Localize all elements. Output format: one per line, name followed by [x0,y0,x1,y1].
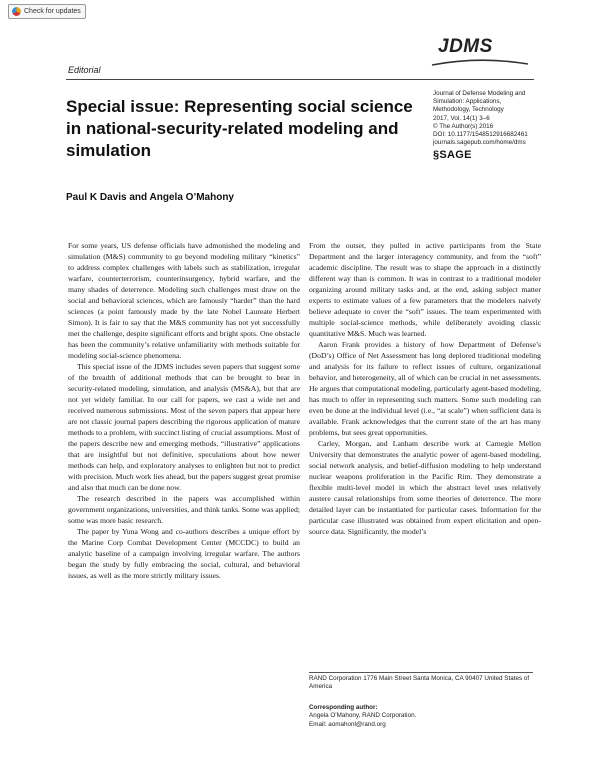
article-title: Special issue: Representing social science in national-security-related modeling and simulation [66,97,413,160]
corresponding-name: Angela O’Mahony, RAND Corporation. [309,712,417,720]
sage-icon: § [433,149,440,161]
body-column-right [309,240,541,537]
journal-url-link[interactable]: journals.sagepub.com/home/dms [433,139,526,147]
journal-logo: JDMS [438,36,493,57]
author-line: Paul K Davis and Angela O’Mahony [66,192,234,203]
corresponding-email-link[interactable]: Email: aomahonl@rand.org [309,720,386,728]
crossmark-icon [12,7,21,16]
body-column-left [68,240,300,581]
header-rule [66,79,534,80]
journal-meta [433,90,568,147]
section-label: Editorial [68,65,101,75]
paragraph: Aaron Frank provides a history of how Department of Defense’s (DoD’s) Office of Net Assessment has long deplored traditional modeling and analysis for its failure to reflect issues of culture, organizational behavior, and heterogeneity, all of which can be crucial in net assessments. He argues that computational modeling, particularly agent-based modeling, has much to offer in representing such matters. Some such modeling can even be done at the individual level (i.e., “at scale”) when sufficient data is available. Frank acknowledges that the current state of the art has many problems, but sees great opportunities. [309,340,541,437]
journal-logo-swoosh-icon [430,58,530,68]
meta-line: © The Author(s) 2016 [433,122,494,130]
footnote-rule [309,672,533,673]
meta-line: Simulation: Applications, [433,98,502,106]
corresponding-label: Corresponding author: [309,704,378,711]
paragraph: Carley, Morgan, and Lanham describe work at Carnegie Mellon University that demonstrates the analytic power of agent-based modeling, social network analysis, and belief-diffusion modeling to help understand nuclear weapons proliferation in the Pacific Rim. They demonstrate a flexible multi-level model in which the abstract level uses relatively austere causal relationships from some theories of deterrence. The more detailed layer can be instantiated for particular cases. Information for the particular case illustrated was obtained from expert elicitation and open-source data. Significantly, the model’s [309,439,541,536]
paragraph: The paper by Yuna Wong and co-authors describes a unique effort by the Marine Corp Combat Development Center (MCCDC) to build an analytic baseline of a campaign involving irregular warfare. The authors began the study by fully embracing the social, cultural, and behavioral issues, as well as the more strictly military issues. [68,527,300,580]
check-for-updates-label: Check for updates [24,8,81,15]
paragraph: This special issue of the JDMS includes seven papers that suggest some of the breadth of additional methods that can be brought to bear in security-related modeling, simulation, and analysis (MS&A), but that are not yet widely familiar. In our call for papers, we cast a wide net and received numerous submissions. Most of the seven papers that appear here are not classic journal papers describing the rigorous application of mature methods to a problem, with succinct listing of crucial assumptions. Most of the papers describe new and emerging methods, “illustrative” applications that are insightful but not definitive, speculations about how newer methods can help, and exploratory analyses to enlighten but not to predict with precision. Much work lies ahead, but the papers suggest great promise and also that much can be done now. [68,362,300,492]
paragraph: The research described in the papers was accomplished within government organizations, universities, and think tanks. Some was applied; some was more basic research. [68,494,300,525]
meta-line: Journal of Defense Modeling and [433,90,526,97]
check-for-updates-badge[interactable] [8,4,86,19]
paragraph: For some years, US defense officials have admonished the modeling and simulation (M&S) community to go beyond modeling military “kinetics” to address complex challenges with labels such as stabilization, irregular warfare, counterterrorism, counterinsurgency, hybrid warfare, and the many shades of deterrence. Modeling such challenges must draw on the social and behavioral sciences, which are famously “harder” than the hard sciences (a point famously made by the late Nobel Laureate Herbert Simon). It is fair to say that the M&S community has not yet successfully met the challenge, despite significant efforts and bright spots. One obstacle has been the community’s relative unfamiliarity with methods suitable for modeling social-science phenomena. [68,241,300,360]
paragraph: From the outset, they pulled in active participants from the State Department and the larger interagency community, and from the “soft” academic discipline. The result was to shape the approach in a distinctly different way than is common. It was in contrast to a traditional modeler organizing around military tasks and, at the end, asking subject matter experts to estimate values of a few parameters that the modelers naively believe adequate to cover the “soft” issues. The team experimented with multiple social-science methods, while deliberately avoiding classic quantitative M&S. Much was learned. [309,241,541,338]
meta-line: 2017, Vol. 14(1) 3–6 [433,114,490,122]
corresponding-author [309,704,535,729]
doi-link[interactable]: DOI: 10.1177/1548512916682461 [433,131,528,139]
meta-line: Methodology, Technology [433,106,504,114]
author-affiliation: RAND Corporation 1776 Main Street Santa Monica, CA 90407 United States of America [309,675,530,691]
publisher-logo: §SAGE [433,149,472,161]
